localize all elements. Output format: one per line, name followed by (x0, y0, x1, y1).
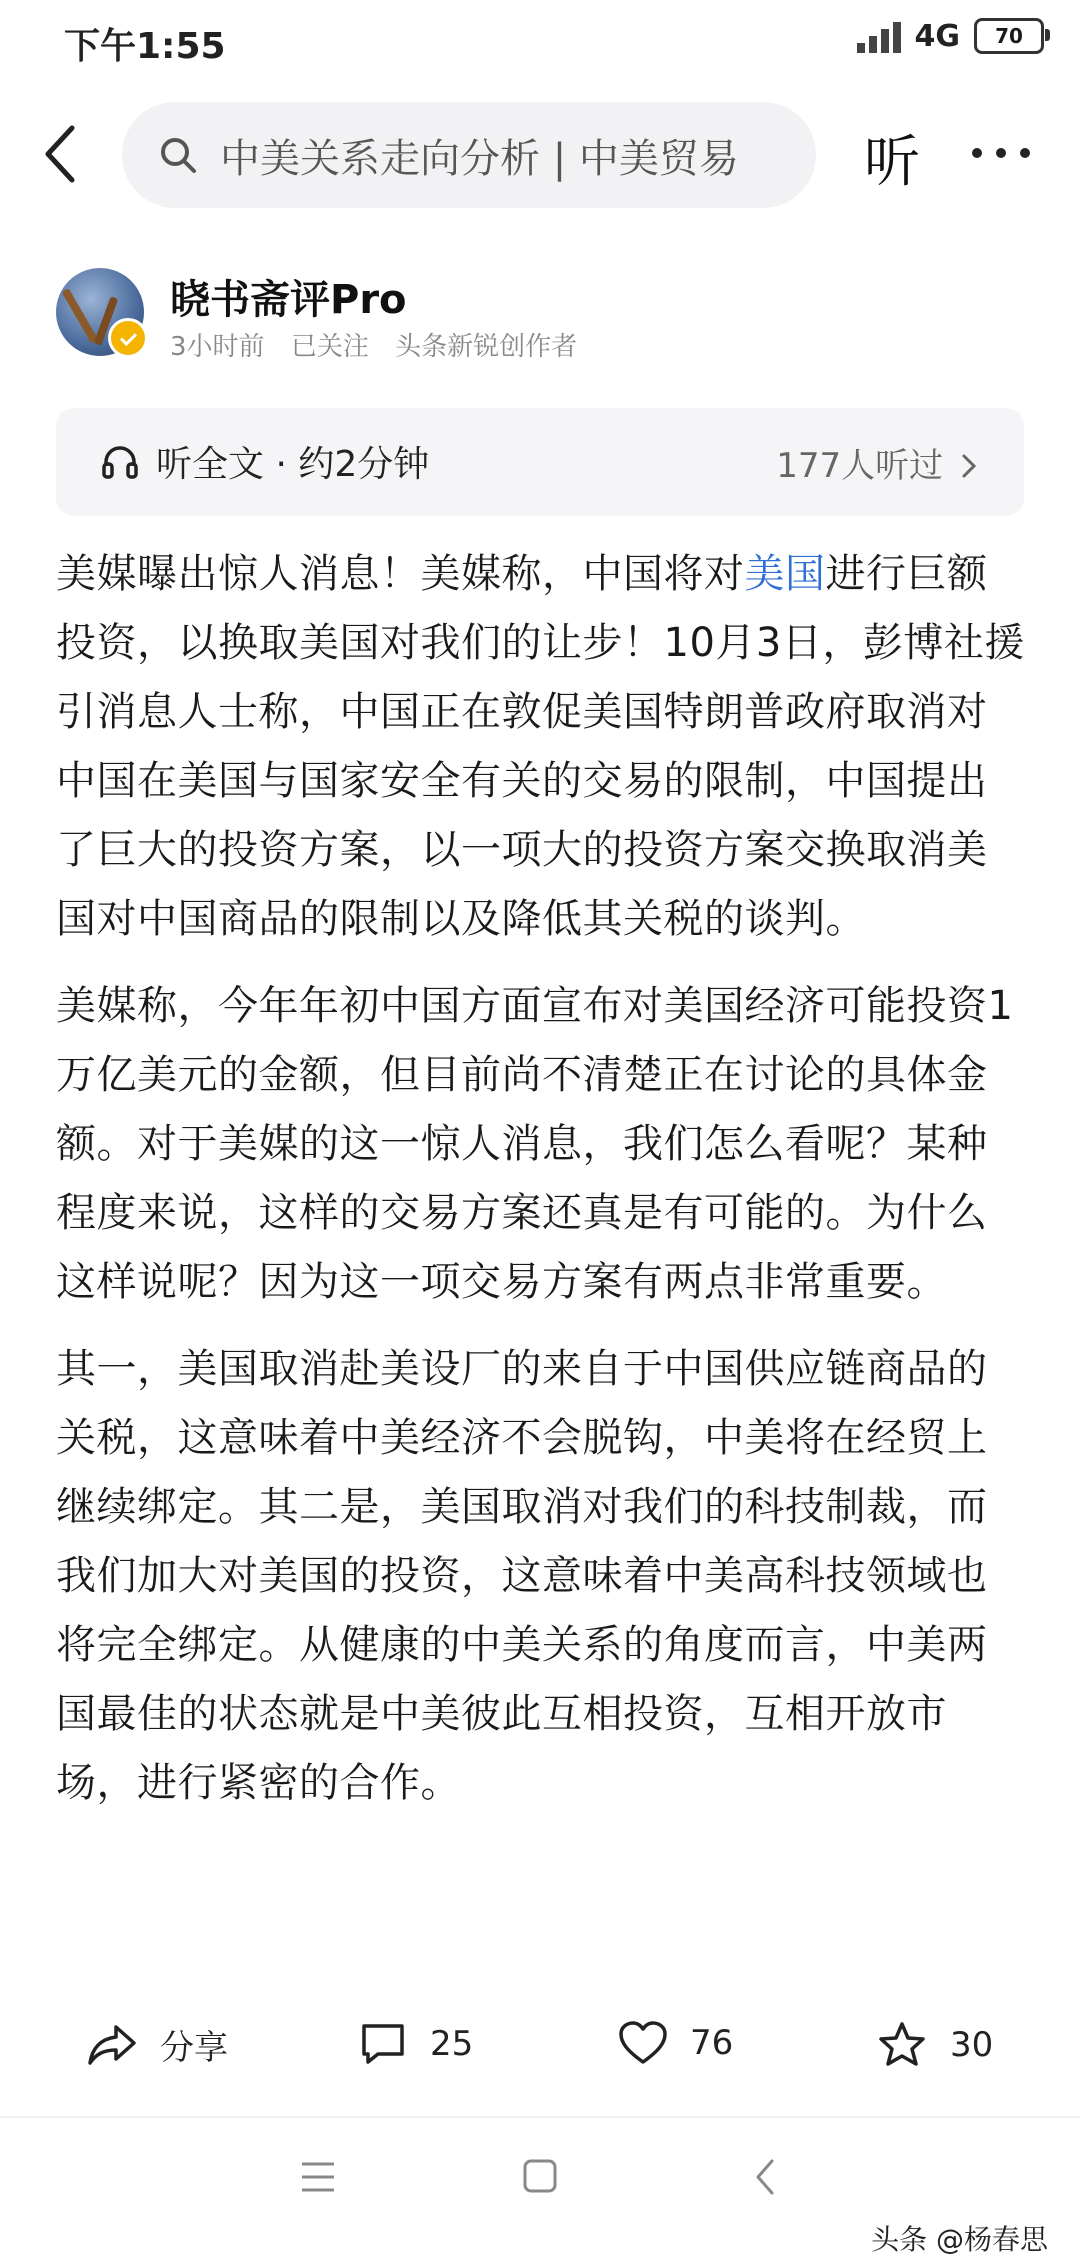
like-count: 76 (690, 2023, 734, 2063)
back-nav-icon[interactable] (754, 2158, 776, 2196)
more-options-icon[interactable] (972, 148, 1030, 158)
action-bar (0, 2000, 1080, 2090)
article-body (56, 540, 1026, 1836)
author-info (56, 268, 1036, 368)
status-indicators (857, 18, 1045, 54)
home-icon[interactable] (522, 2158, 558, 2194)
headphones-icon (100, 442, 140, 482)
signal-icon (857, 19, 901, 53)
paragraph-1-start: 美媒曝出惊人消息！美媒称，中国将对 (56, 551, 745, 597)
chevron-right-icon (960, 452, 978, 480)
author-meta (170, 326, 595, 363)
search-bar[interactable] (122, 102, 816, 208)
paragraph-1-rest: 进行巨额投资，以换取美国对我们的让步！10月3日，彭博社援引消息人士称，中国正在敦促美国特朗普政府取消对中国在美国与国家安全有关的交易的限制，中国提出了巨大的投资方案，以一项大的投资方案交换取消美国对中国商品的限制以及降低其关税的谈判。 (56, 551, 1025, 942)
paragraph-1 (56, 540, 1026, 954)
top-nav (0, 96, 1080, 216)
network-type: 4G (914, 18, 960, 54)
author-name[interactable]: 晓书斋评Pro (170, 277, 407, 323)
search-icon (158, 135, 198, 175)
comment-count: 25 (430, 2024, 474, 2064)
comment-button[interactable] (358, 2020, 473, 2068)
share-icon (86, 2021, 138, 2069)
like-button[interactable] (618, 2020, 733, 2066)
post-time: 3小时前 (170, 332, 265, 362)
favorite-button[interactable] (876, 2020, 993, 2070)
divider (0, 2116, 1080, 2118)
verified-badge-icon (108, 318, 148, 358)
listen-count (776, 438, 978, 487)
share-button[interactable] (86, 2020, 228, 2069)
watermark: 头条 @杨春思 (871, 2223, 1048, 2256)
listen-count-text: 177人听过 (776, 446, 944, 486)
follow-status[interactable]: 已关注 (290, 332, 369, 362)
share-label: 分享 (160, 2028, 228, 2068)
star-icon (876, 2020, 928, 2070)
listen-full-text-card[interactable] (56, 408, 1024, 516)
heart-icon (618, 2020, 668, 2066)
author-tag: 头条新锐创作者 (395, 332, 578, 362)
listen-label: 听全文 · 约2分钟 (156, 444, 430, 485)
comment-icon (358, 2020, 408, 2068)
search-placeholder: 中美关系走向分析 | 中美贸易 (220, 135, 739, 182)
paragraph-3: 其一，美国取消赴美设厂的来自于中国供应链商品的关税，这意味着中美经济不会脱钩，中美将在经贸上继续绑定。其二是，美国取消对我们的科技制裁，而我们加大对美国的投资，这意味着中美高科技领域也将完全绑定。从健康的中美关系的角度而言，中美两国最佳的状态就是中美彼此互相投资，互相开放市场，进行紧密的合作。 (56, 1346, 988, 1806)
battery-icon (974, 18, 1044, 54)
back-arrow-icon (40, 122, 80, 186)
favorite-count: 30 (950, 2025, 994, 2065)
paragraph-2: 美媒称，今年年初中国方面宣布对美国经济可能投资1万亿美元的金额，但目前尚不清楚正在讨论的具体金额。对于美媒的这一惊人消息，我们怎么看呢？某种程度来说，这样的交易方案还真是有可能的。为什么这样说呢？因为这一项交易方案有两点非常重要。 (56, 983, 1014, 1305)
menu-icon[interactable] (300, 2160, 336, 2194)
back-button[interactable] (40, 122, 100, 192)
status-time: 下午1:55 (64, 26, 226, 67)
listen-button[interactable]: 听 (864, 130, 920, 195)
status-bar (0, 0, 1080, 86)
link-usa[interactable]: 美国 (744, 551, 826, 597)
battery-level: 70 (995, 24, 1023, 48)
